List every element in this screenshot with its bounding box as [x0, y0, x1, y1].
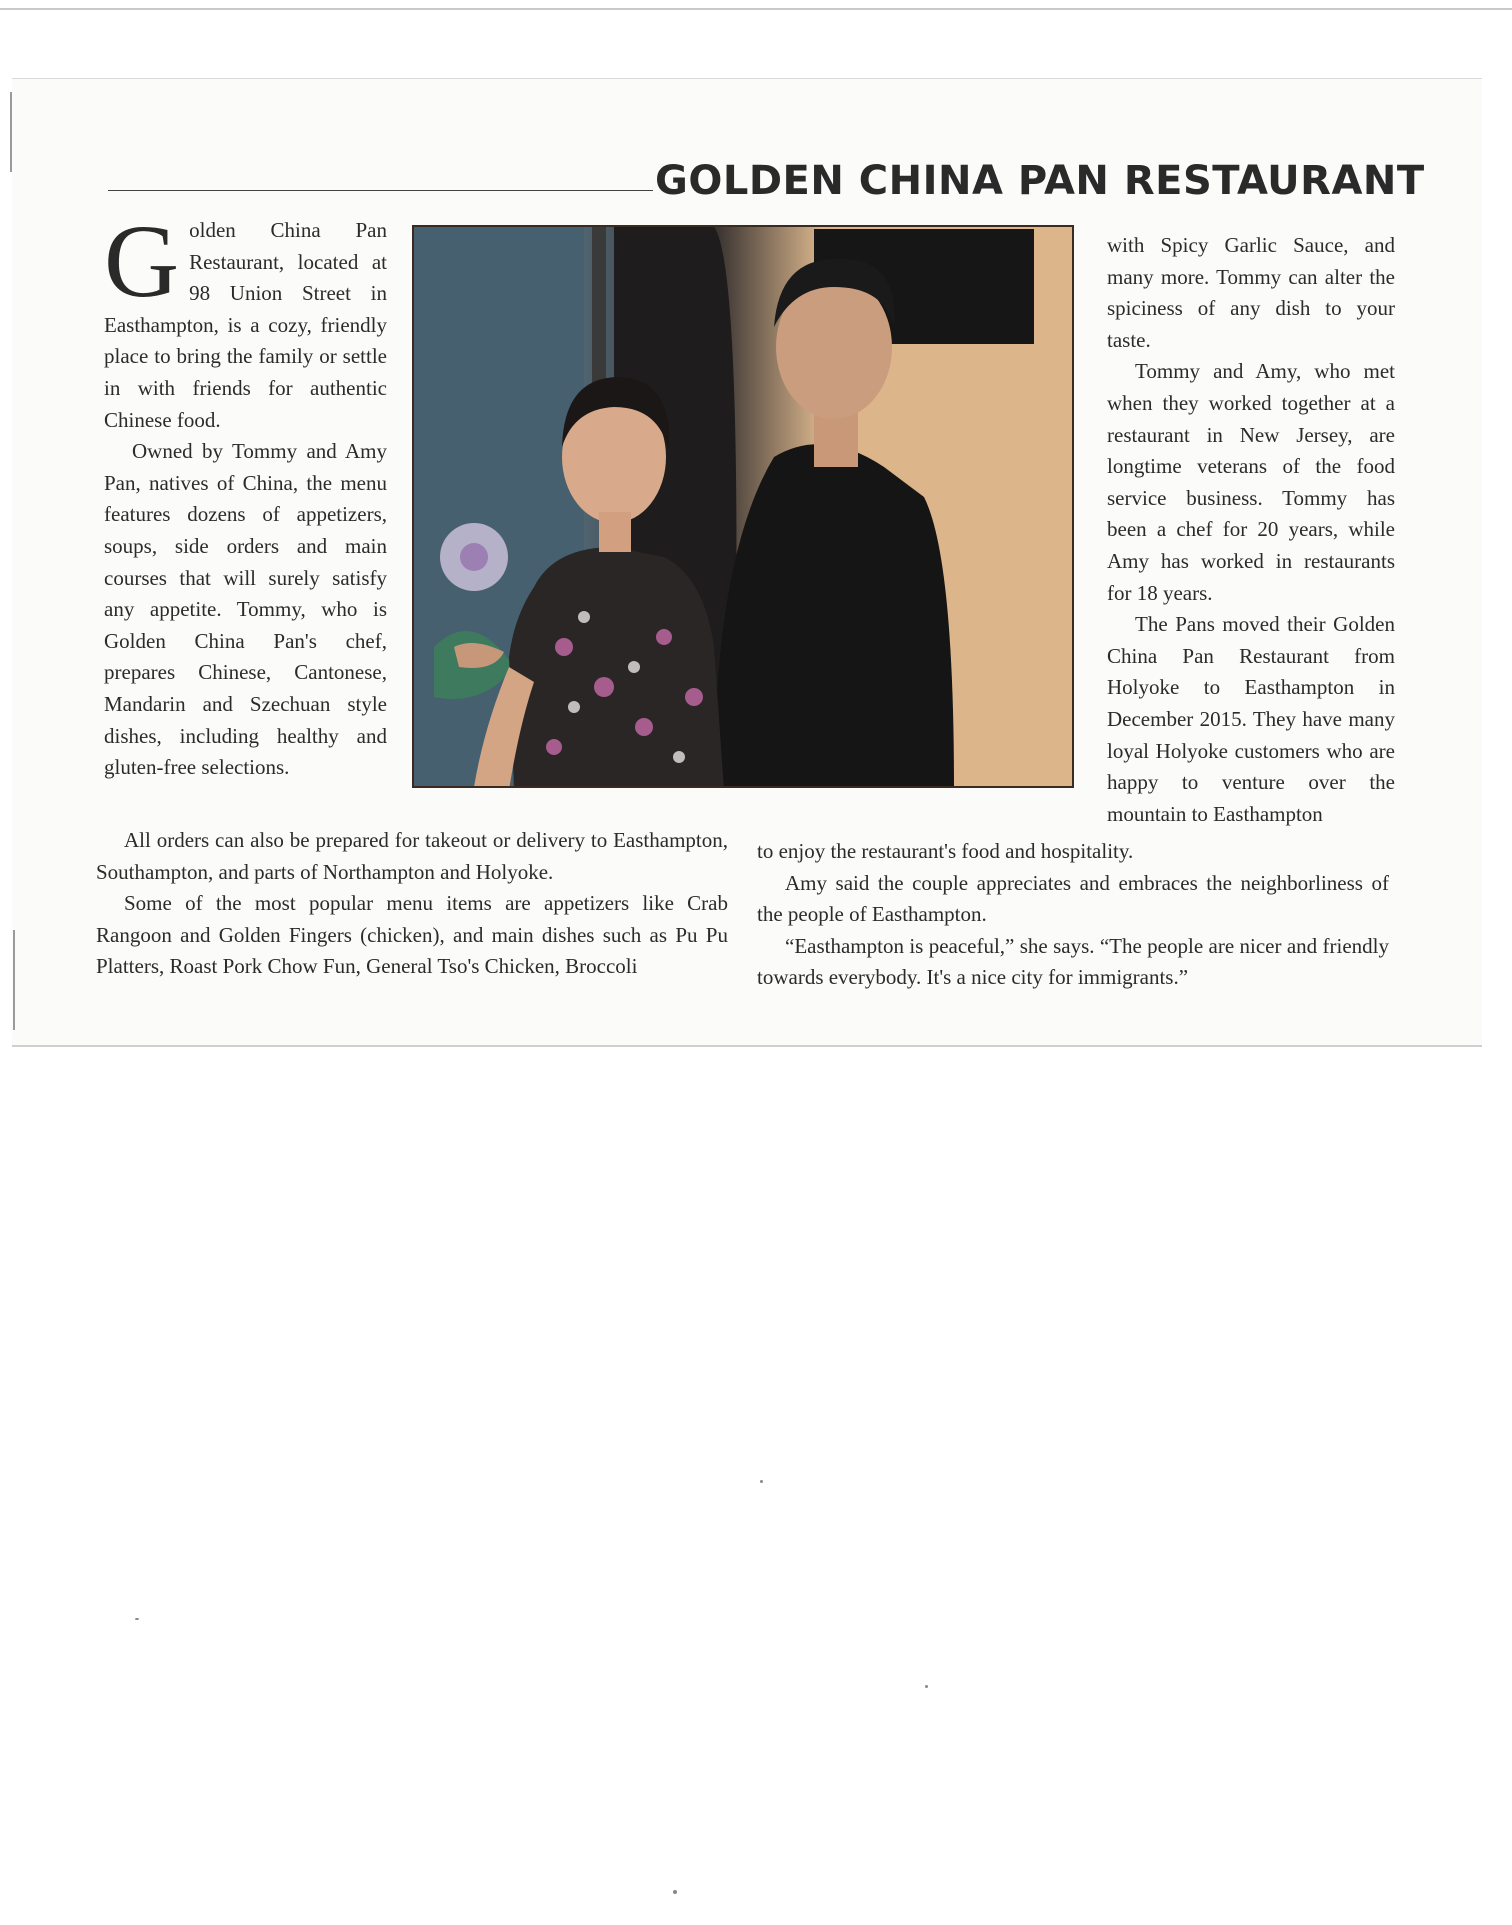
paragraph-5: Tommy and Amy, who met when they worked together at a restaurant in New Jersey, are longtime veterans of the food service business. Tommy has been a chef for 20 years, while Amy has worked in restaurants for 18 years. — [1107, 359, 1395, 605]
paragraph-4-continued: with Spicy Garlic Sauce, and many more. Tommy can alter the spiciness of any dish to your taste. — [1107, 233, 1395, 352]
scan-speck — [673, 1890, 677, 1894]
scan-speck — [760, 1480, 763, 1483]
photo-illustration — [414, 227, 1074, 788]
left-column — [104, 204, 387, 784]
article-headline: GOLDEN CHINA PAN RESTAURANT — [655, 158, 1425, 204]
paragraph-4: Some of the most popular menu items are appetizers like Crab Rangoon and Golden Fingers (chicken), and main dishes such as Pu Pu Platters, Roast Pork Chow Fun, General Tso's Chicken, Broccoli — [96, 891, 728, 979]
bottom-left-column — [96, 825, 728, 983]
paragraph-8: “Easthampton is peaceful,” she says. “The people are nicer and friendly towards everybody. It's a nice city for immigrants.” — [757, 933, 1389, 990]
scan-mark — [10, 92, 12, 172]
paragraph-2: Owned by Tommy and Amy Pan, natives of China, the menu features dozens of appetizers, soups, side orders and main courses that will surely satisfy any appetite. Tommy, who is Golden China Pan's chef, prepares Chinese, Cantonese, Mandarin and Szechuan style dishes, including healthy and gluten-free selections. — [104, 439, 387, 780]
scan-mark — [13, 930, 15, 1030]
scan-speck — [135, 1618, 139, 1620]
scan-speck — [925, 1685, 928, 1688]
paragraph-1 — [104, 204, 387, 436]
right-column — [1107, 230, 1395, 830]
scan-edge-top — [0, 8, 1512, 10]
paragraph-7: Amy said the couple appreciates and embraces the neighborliness of the people of Easthampton. — [757, 870, 1389, 927]
paragraph-3: All orders can also be prepared for takeout or delivery to Easthampton, Southampton, and parts of Northampton and Holyoke. — [96, 828, 728, 884]
paragraph-6: The Pans moved their Golden China Pan Restaurant from Holyoke to Easthampton in December 2015. They have many loyal Holyoke customers who are happy to venture over the mountain to Easthampton — [1107, 612, 1395, 826]
headline-rule — [108, 190, 653, 191]
paragraph-6-continued: to enjoy the restaurant's food and hospitality. — [757, 839, 1134, 863]
paragraph-1-text: olden China Pan Restaurant, located at 98 Union Street in Easthampton, is a cozy, friendly place to bring the family or settle in with friends for authentic Chinese food. — [104, 218, 387, 432]
bottom-right-column — [757, 836, 1389, 994]
drop-cap: G — [104, 204, 180, 319]
owners-photo — [412, 225, 1074, 788]
